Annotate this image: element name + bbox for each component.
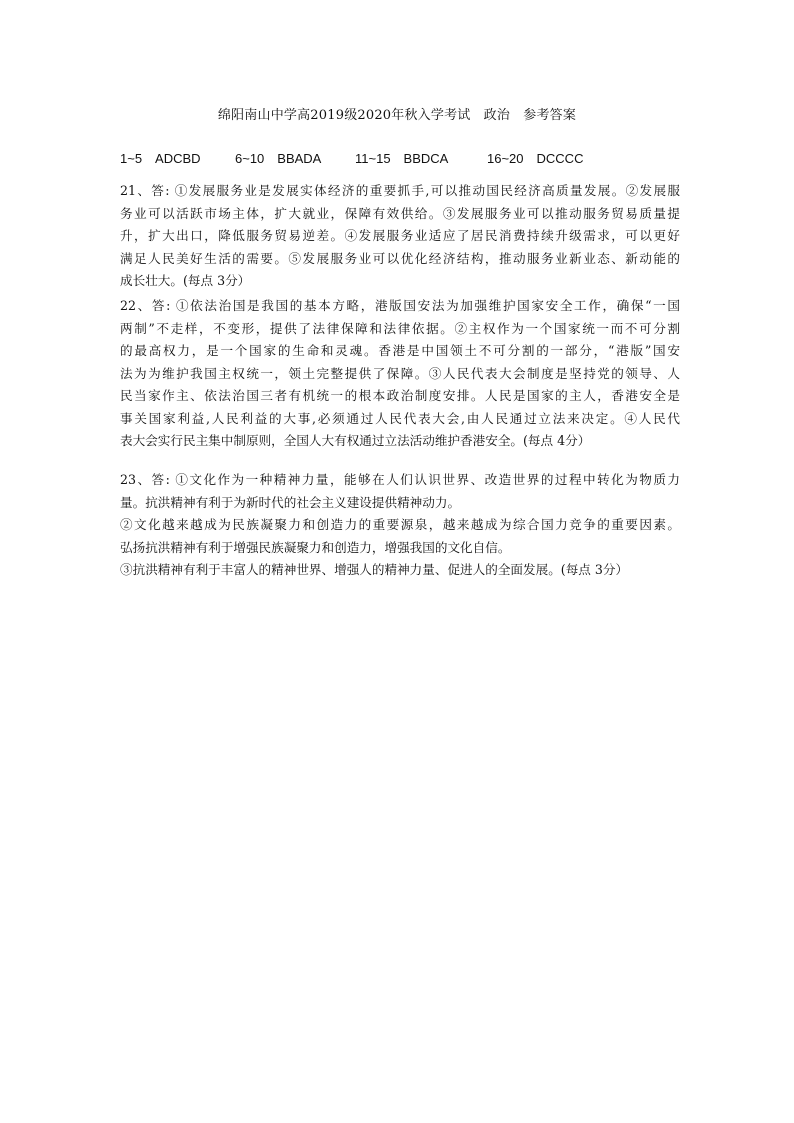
answer-line: 的最高权力，是一个国家的生命和灵魂。香港是中国领土不可分割的一部分，“港版”国安	[120, 343, 680, 358]
answer-line: 民当家作主、依法治国三者有机统一的根本政治制度安排。人民是国家的主人，香港安全是	[120, 388, 680, 403]
answer-line: 成长壮大。(每点 3分）	[120, 273, 251, 288]
page-title: 绵阳南山中学高2019级2020年秋入学考试 政治 参考答案	[217, 108, 577, 123]
answer-line: 法为为维护我国主权统一，领土完整提供了保障。③人民代表大会制度是坚持党的领导、人	[120, 365, 680, 381]
answer-line: 务业可以活跃市场主体，扩大就业，保障有效供给。③发展服务业可以推动服务贸易质量提	[120, 205, 680, 221]
mc-group-11-15: 11~15 BBDCA	[355, 151, 449, 166]
answer-22	[120, 295, 680, 453]
answer-line: 弘扬抗洪精神有利于增强民族凝聚力和创造力，增强我国的文化自信。	[120, 539, 511, 555]
multiple-choice-answers	[120, 149, 587, 169]
mc-group-6-10: 6~10 BBADA	[235, 151, 322, 166]
answer-line: 两制”不走样，不变形，提供了法律保障和法律依据。②主权作为一个国家统一而不可分割	[120, 320, 680, 336]
answer-line: 量。抗洪精神有利于为新时代的社会主义建设提供精神动力。	[120, 494, 461, 510]
answer-line: 表大会实行民主集中制原则，全国人大有权通过立法活动维护香港安全。(每点 4分）	[120, 433, 591, 448]
answer-line: 事关国家利益,人民利益的大事,必须通过人民代表大会,由人民通过立法来决定。④人民代	[120, 410, 680, 426]
answer-line: 23、答: ①文化作为一种精神力量，能够在人们认识世界、改造世界的过程中转化为物质力	[120, 472, 680, 487]
answer-23	[120, 469, 680, 582]
answer-line: ③抗洪精神有利于丰富人的精神世界、增强人的精神力量、促进人的全面发展。(每点 3分）	[120, 562, 629, 577]
mc-group-1-5: 1~5 ADCBD	[120, 151, 201, 166]
mc-group-16-20: 16~20 DCCCC	[487, 151, 584, 166]
answer-line: 22、答: ①依法治国是我国的基本方略，港版国安法为加强维护国家安全工作，确保“一国	[120, 298, 680, 313]
answer-21	[120, 180, 680, 293]
answer-line: ②文化越来越成为民族凝聚力和创造力的重要源泉，越来越成为综合国力竞争的重要因素。	[120, 517, 680, 532]
answer-line: 满足人民美好生活的需要。⑤发展服务业可以优化经济结构，推动服务业新业态、新动能的	[120, 250, 680, 266]
answer-line: 21、答: ①发展服务业是发展实体经济的重要抓手,可以推动国民经济高质量发展。②发展服	[120, 183, 680, 198]
answer-line: 升，扩大出口，降低服务贸易逆差。④发展服务业适应了居民消费持续升级需求，可以更好	[120, 228, 680, 243]
